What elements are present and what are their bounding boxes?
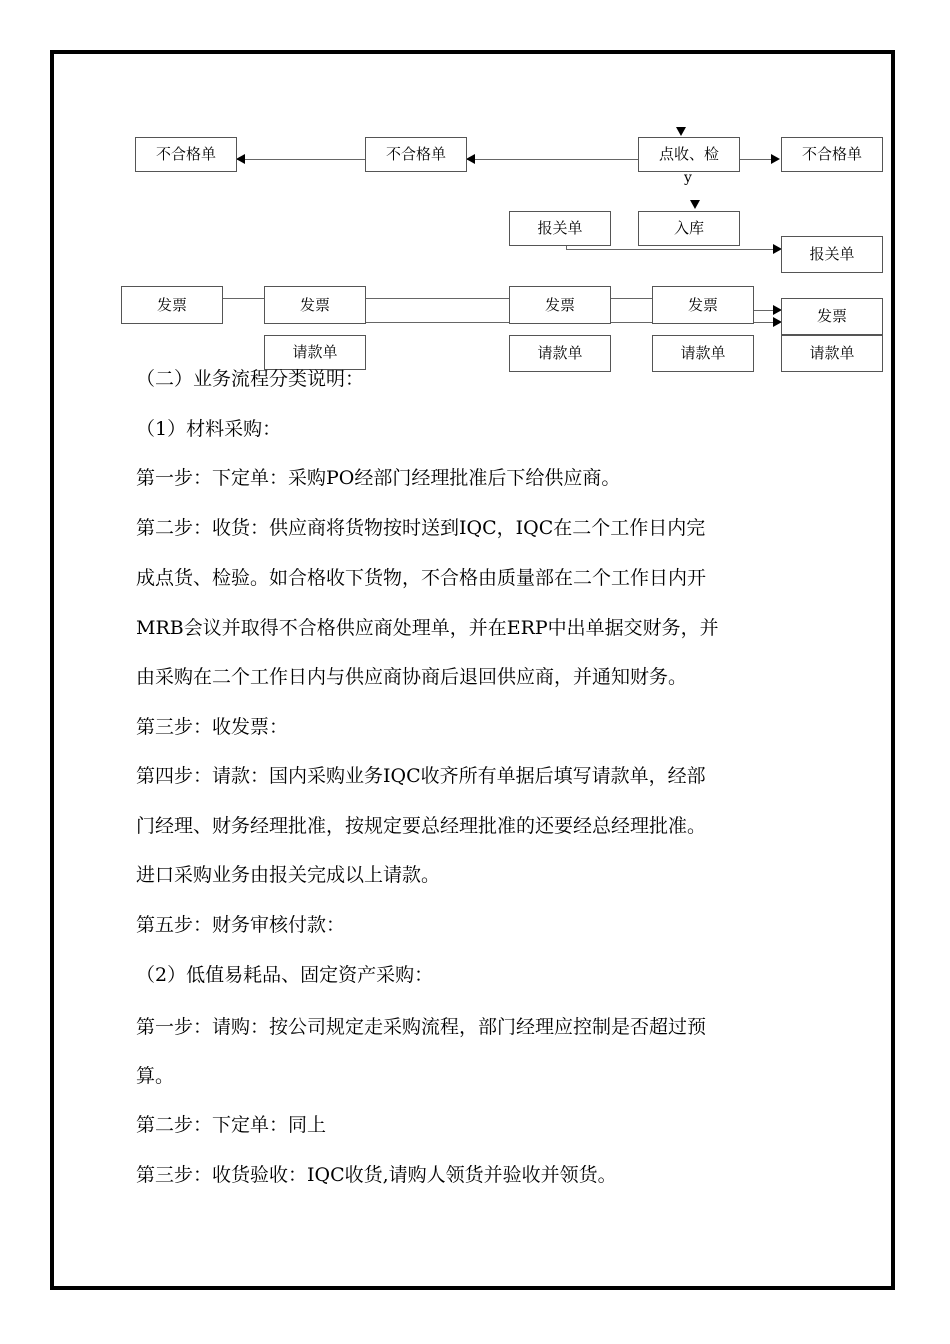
connector (222, 298, 265, 299)
connector (753, 310, 775, 311)
arrow-left-icon (236, 154, 245, 164)
reject-slip-box: 不合格单 (135, 137, 237, 172)
paragraph-line: 第五步：财务审核付款： (136, 914, 346, 936)
invoice-box: 发票 (121, 286, 223, 324)
paragraph-line: 由采购在二个工作日内与供应商协商后退回供应商，并通知财务。 (136, 666, 688, 688)
paragraph-line: 第三步：收发票： (136, 716, 289, 738)
payment-request-box: 请款单 (652, 335, 754, 372)
connector (566, 249, 776, 250)
paragraph-line: 第二步：收货：供应商将货物按时送到IQC，IQC在二个工作日内完 (136, 517, 706, 539)
subsection-heading: （2）低值易耗品、固定资产采购： (136, 964, 434, 986)
paragraph-line: 第三步：收货验收：IQC收货,请购人领货并验收并领货。 (136, 1164, 617, 1186)
paragraph-line: 门经理、财务经理批准，按规定要总经理批准的还要经总经理批准。 (136, 815, 707, 837)
connector (467, 159, 638, 160)
paragraph-line: 第四步：请款：国内采购业务IQC收齐所有单据后填写请款单，经部 (136, 765, 706, 787)
arrow-down-icon (676, 127, 686, 136)
paragraph-line: 第一步：下定单：采购PO经部门经理批准后下给供应商。 (136, 467, 621, 489)
paragraph-line: 进口采购业务由报关完成以上请款。 (136, 864, 441, 886)
paragraph-line: 成点货、检验。如合格收下货物，不合格由质量部在二个工作日内开 (136, 567, 707, 589)
subsection-heading: （1）材料采购： (136, 418, 282, 440)
connector (366, 298, 510, 299)
paragraph-line: 第一步：请购：按公司规定走采购流程，部门经理应控制是否超过预 (136, 1016, 707, 1038)
reject-slip-box: 不合格单 (781, 137, 883, 172)
customs-declaration-box: 报关单 (509, 211, 611, 246)
warehouse-box: 入库 (638, 211, 740, 246)
inspection-label-tail: y (684, 170, 692, 186)
payment-request-box: 请款单 (781, 335, 883, 372)
invoice-box: 发票 (652, 286, 754, 324)
invoice-box: 发票 (509, 286, 611, 324)
paragraph-line: 算。 (136, 1065, 175, 1087)
invoice-box: 发票 (264, 286, 366, 324)
reject-slip-box: 不合格单 (365, 137, 467, 172)
section-heading: （二）业务流程分类说明： (136, 368, 365, 390)
arrow-down-icon (690, 200, 700, 209)
arrow-right-icon (771, 154, 780, 164)
connector (739, 159, 774, 160)
connector (237, 159, 366, 160)
inspection-box: 点收、检 (638, 137, 740, 172)
paragraph-line: 第二步：下定单：同上 (136, 1114, 327, 1136)
payment-request-box: 请款单 (264, 335, 366, 370)
invoice-box: 发票 (781, 298, 883, 335)
customs-declaration-box: 报关单 (781, 236, 883, 273)
connector (610, 298, 652, 299)
paragraph-line: MRB会议并取得不合格供应商处理单，并在ERP中出单据交财务，并 (136, 617, 719, 639)
payment-request-box: 请款单 (509, 335, 611, 372)
arrow-left-icon (466, 154, 475, 164)
